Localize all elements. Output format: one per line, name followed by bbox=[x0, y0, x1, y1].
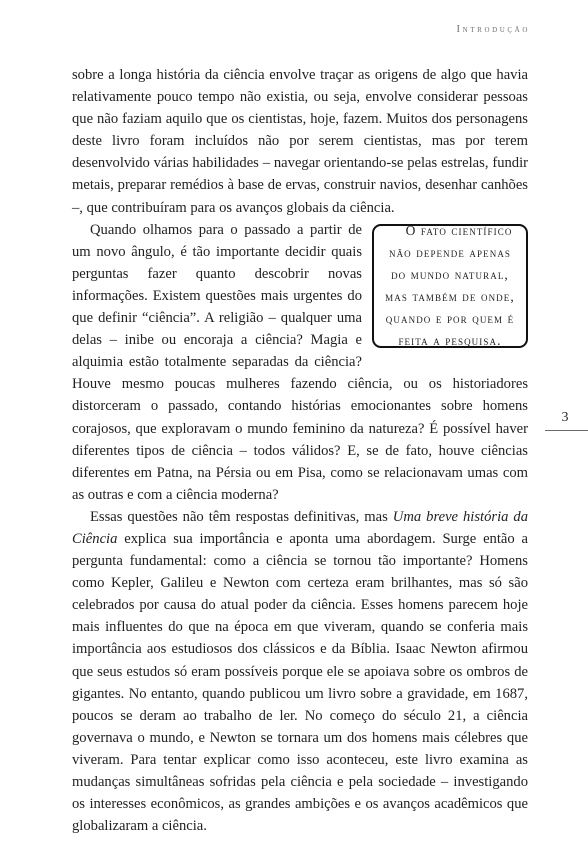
paragraph-2-text: Quando olhamos para o passado a partir de um novo ângulo, é tão importante decidir quais perguntas fazer quanto descobrir novas informações. Existem questões mais urgentes do que definir “ciência”. A religião – qualquer uma delas – inibe ou encoraja a ciência? Magia e alquimia estão totalmente separadas da ciência? Houve mesmo poucas mulheres fazendo ciência, ou os historiadores distorceram o passado, contando histórias emocionantes sobre homens corajosos, que exploravam o mundo feminino da natureza? É possível haver diferentes tipos de ciência – todos válidos? E, se de fato, houve ciências diferentes em Patna, na Pérsia ou em Pisa, como se relacionavam umas com as outras e com a ciência moderna? bbox=[72, 221, 528, 503]
paragraph-3-start: Essas questões não têm respostas definitivas, mas bbox=[90, 508, 393, 525]
page-number: 3 bbox=[561, 410, 569, 425]
pull-quote-text: O fato científico não depende apenas do mundo natural, mas também de onde, quando e por quem é feita a pesquisa. bbox=[385, 222, 515, 348]
paragraph-3 bbox=[72, 506, 528, 837]
paragraph-2 bbox=[72, 219, 528, 506]
pull-quote-box bbox=[372, 224, 528, 348]
paragraph-3-rest: explica sua importância e aponta uma abordagem. Surge então a pergunta fundamental: como a ciência se tornou tão importante? Homens como Kepler, Galileu e Newton com certeza eram brilhantes, mas só são celebrados por causa do atual poder da ciência. Esses homens parecem hoje mais influentes do que na época em que viveram, quando se conferia mais importância aos estudiosos dos clássicos e da Bíblia. Isaac Newton afirmou que seus estudos só eram possíveis porque ele se apoiava sobre os ombros de gigantes. No entanto, quando publicou um livro sobre a gravidade, em 1687, poucos se deram ao trabalho de ler. No começo do século 21, a ciência governava o mundo, e Newton se tornara um dos homens mais célebres que viveram. Para tentar explicar como isso aconteceu, este livro examina as mudanças simultâneas sofridas pela ciência e pela sociedade – investigando os interesses econômicos, as grandes ambições e os avanços acadêmicos que globalizaram a ciência. bbox=[72, 530, 528, 835]
running-header: Introdução bbox=[456, 24, 530, 35]
paragraph-1: sobre a longa história da ciência envolve traçar as origens de algo que havia relativamente pouco tempo não existia, ou seja, envolve considerar pessoas que não faziam aquilo que os cientistas, hoje, fazem. Muitos dos personagens deste livro foram incluídos não por serem cientistas, mas por terem desenvolvido várias habilidades – navegar orientando-se pelas estrelas, fundir metais, preparar remédios à base de ervas, construir navios, desenhar canhões –, que contribuíram para os avanços globais da ciência. bbox=[72, 67, 528, 216]
body-text bbox=[72, 64, 528, 837]
page-number-rule bbox=[545, 430, 588, 431]
book-title: Uma breve história da Ciência bbox=[72, 508, 528, 547]
